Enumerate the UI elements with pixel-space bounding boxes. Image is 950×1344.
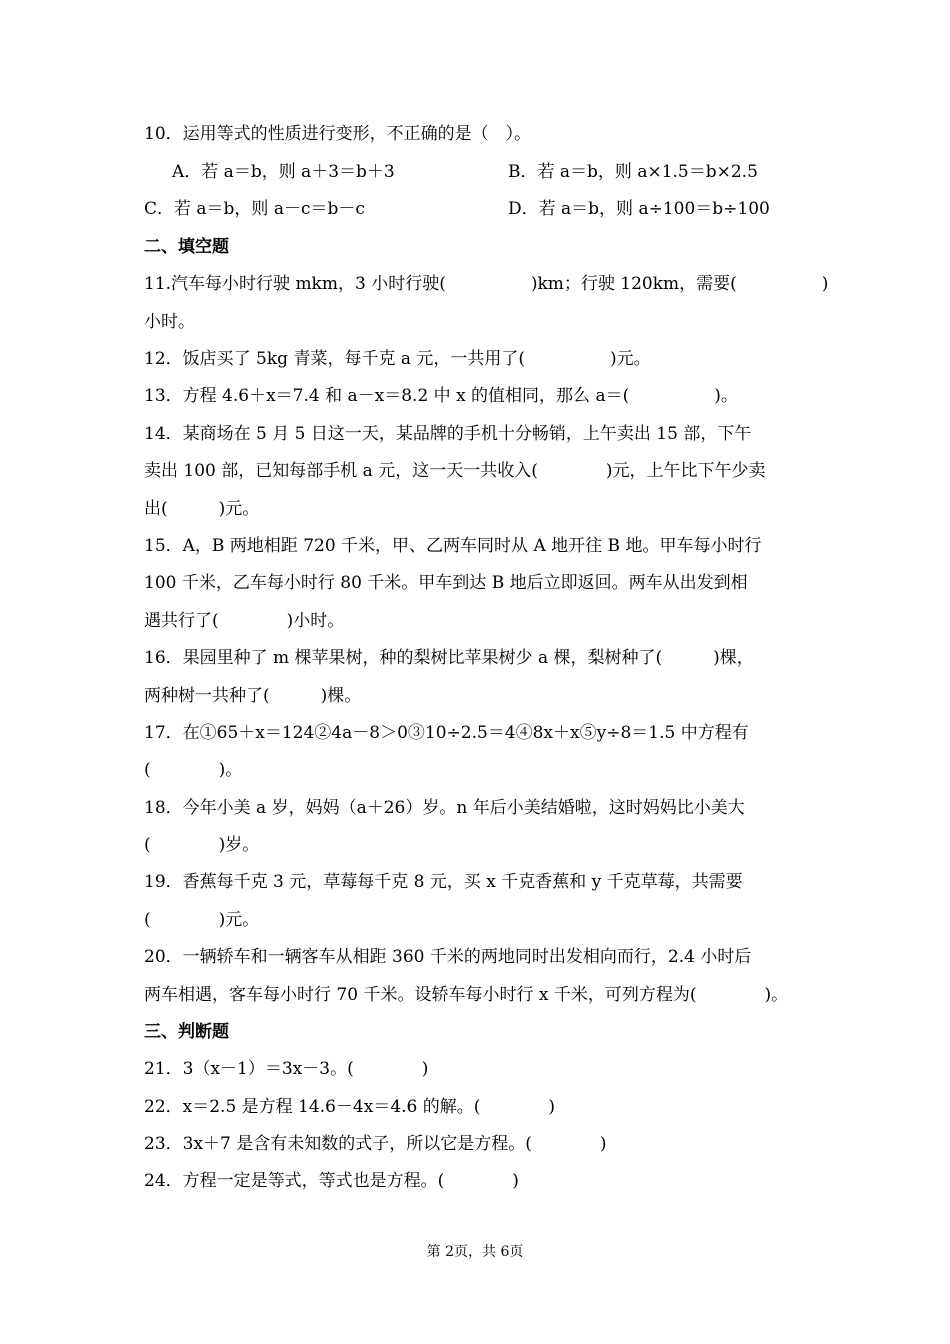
question-13: 13．方程 4.6＋x＝7.4 和 a－x＝8.2 中 x 的值相同，那么 a＝( )。: [144, 386, 738, 406]
question-22: 22．x＝2.5 是方程 14.6－4x＝4.6 的解。( ): [144, 1097, 556, 1117]
question-15-line-1: 15．A，B 两地相距 720 千米，甲、乙两车同时从 A 地开往 B 地。甲车每小时行: [144, 536, 762, 556]
question-10-option-c: C．若 a＝b，则 a－c＝b－c: [144, 199, 365, 219]
section-heading-fill-in: 二、填空题: [144, 237, 229, 257]
question-14-line-2: 卖出 100 部，已知每部手机 a 元，这一天一共收入( )元，上午比下午少卖: [144, 461, 766, 481]
question-14-line-3: 出( )元。: [144, 499, 260, 519]
question-10-option-d: D．若 a＝b，则 a÷100＝b÷100: [508, 199, 770, 219]
question-21: 21．3（x－1）＝3x－3。( ): [144, 1059, 429, 1079]
question-16-line-1: 16．果园里种了 m 棵苹果树，种的梨树比苹果树少 a 棵，梨树种了( )棵，: [144, 648, 754, 668]
question-20-line-2: 两车相遇，客车每小时行 70 千米。设轿车每小时行 x 千米，可列方程为( )。: [144, 985, 789, 1005]
question-14-line-1: 14．某商场在 5 月 5 日这一天，某品牌的手机十分畅销，上午卖出 15 部，下午: [144, 424, 752, 444]
question-15-line-2: 100 千米，乙车每小时行 80 千米。甲车到达 B 地后立即返回。两车从出发到相: [144, 573, 748, 593]
question-17-line-1: 17．在①65＋x＝124②4a－8＞0③10÷2.5＝4④8x＋x⑤y÷8＝1.5 中方程有: [144, 723, 749, 743]
question-17-line-2: ( )。: [144, 760, 243, 780]
question-10-stem: 10．运用等式的性质进行变形，不正确的是（ ）。: [144, 124, 532, 144]
page-footer: 第 2页，共 6页: [426, 1244, 524, 1260]
question-16-line-2: 两种树一共种了( )棵。: [144, 686, 362, 706]
question-18-line-2: ( )岁。: [144, 835, 260, 855]
question-19-line-2: ( )元。: [144, 910, 260, 930]
question-11-line-2: 小时。: [144, 312, 195, 332]
question-15-line-3: 遇共行了( )小时。: [144, 611, 345, 631]
question-10-option-b: B．若 a＝b，则 a×1.5＝b×2.5: [508, 162, 758, 182]
question-20-line-1: 20．一辆轿车和一辆客车从相距 360 千米的两地同时出发相向而行，2.4 小时后: [144, 947, 752, 967]
question-18-line-1: 18．今年小美 a 岁，妈妈（a＋26）岁。n 年后小美结婚啦，这时妈妈比小美大: [144, 798, 745, 818]
question-19-line-1: 19．香蕉每千克 3 元，草莓每千克 8 元，买 x 千克香蕉和 y 千克草莓，共需要: [144, 872, 743, 892]
question-24: 24．方程一定是等式，等式也是方程。( ): [144, 1171, 519, 1191]
section-heading-true-false: 三、判断题: [144, 1022, 229, 1042]
question-12: 12．饭店买了 5kg 青菜，每千克 a 元，一共用了( )元。: [144, 349, 651, 369]
question-11-line-1: 11.汽车每小时行驶 mkm，3 小时行驶( )km；行驶 120km，需要( ): [144, 274, 829, 294]
question-23: 23．3x＋7 是含有未知数的式子，所以它是方程。( ): [144, 1134, 607, 1154]
question-10-option-a: A．若 a＝b，则 a＋3＝b＋3: [172, 162, 395, 182]
